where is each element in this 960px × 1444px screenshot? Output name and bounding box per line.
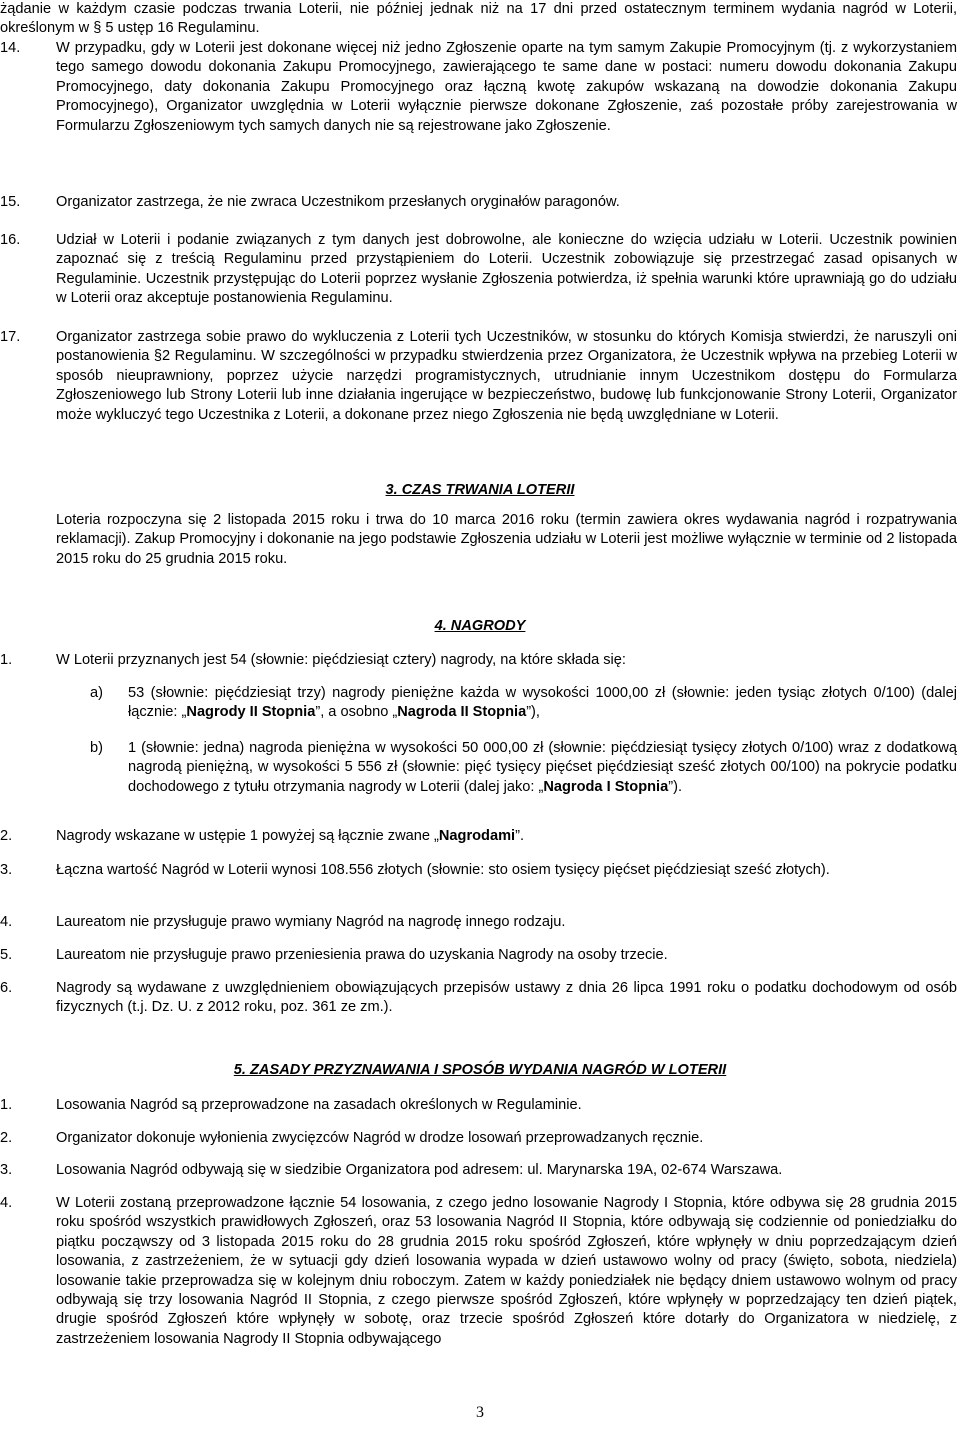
sub-item-label: b) bbox=[90, 740, 103, 756]
sub-item-b-text: 1 (słownie: jedna) nagroda pieniężna w wysokości 50 000,00 zł (słownie: pięćdziesiąt tysięcy złotych 0/100) wraz z dodatkową nagrodą pieniężną, w wysokości 5 556 zł (słownie: pięć tysięcy pięćset pięćdziesiąt sześć złotych 00/100) na pokrycie podatku dochodowego z tytułu otrzymania nagrody w Loterii (dalej jako: „Nagroda I Stopnia”). bbox=[128, 740, 957, 795]
prizes-item-3-text: Łączna wartość Nagród w Loterii wynosi 108.556 złotych (słownie: sto osiem tysięcy pięćset pięćdziesiąt sześć złotych). bbox=[56, 862, 830, 878]
section-5-item-1-text: Losowania Nagród są przeprowadzone na zasadach określonych w Regulaminie. bbox=[56, 1097, 582, 1113]
sub-item-a-text: 53 (słownie: pięćdziesiąt trzy) nagrody pieniężne każda w wysokości 1000,00 zł (słownie: jeden tysiąc złotych 0/100) (dalej łącznie: „Nagrody II Stopnia”, a osobno „Nagroda II Stopnia”), bbox=[128, 685, 957, 721]
item-number: 1. bbox=[0, 652, 13, 668]
item-number: 2. bbox=[0, 1130, 13, 1146]
section-3-text: Loteria rozpoczyna się 2 listopada 2015 roku i trwa do 10 marca 2016 roku (termin zawiera okres wydawania nagród i rozpatrywania reklamacji). Zakup Promocyjny i dokonanie na jego podstawie Zgłoszenia udziału w Loterii jest możliwe wyłącznie w terminie od 2 listopada 2015 roku do 25 grudnia 2015 roku. bbox=[56, 512, 957, 567]
item-number: 5. bbox=[0, 947, 13, 963]
item-number: 1. bbox=[0, 1097, 13, 1113]
prizes-intro-text: W Loterii przyznanych jest 54 (słownie: pięćdziesiąt cztery) nagrody, na które składa się: bbox=[56, 652, 626, 668]
section-5-heading: 5. ZASADY PRZYZNAWANIA I SPOSÓB WYDANIA NAGRÓD W LOTERII bbox=[233, 1062, 727, 1078]
section-5-item-4-text: W Loterii zostaną przeprowadzone łącznie 54 losowania, z czego jedno losowanie Nagrody I Stopnia, które odbywa się 28 grudnia 2015 roku spośród wszystkich prawidłowych Zgłoszeń, oraz 53 losowania Nagród II Stopnia, które odbywają się codziennie od poniedziałku do piątku począwszy od 3 listopada 2015 roku do 28 grudnia 2015 roku spośród Zgłoszeń, które wpłynęły w dniu poprzedzającym dzień losowania, z zastrzeżeniem, że w sytuacji gdy dzień losowania wypada w dzień ustawowo wolny od pracy (święto, sobota, niedziela) losowanie takie przeprowadza się w kolejnym dniu roboczym. Zatem w każdy poniedziałek nie będący dniem ustawowo wolnym od pracy odbywają się trzy losowania Nagród II Stopnia, z czego pierwsze spośród Zgłoszeń, które wpłynęły w poprzedzający ten dzień piątek, drugie spośród Zgłoszeń które wpłynęły w sobotę, oraz trzecie spośród Zgłoszeń które dotarły do Organizatora w niedzielę, z zastrzeżeniem losowania Nagrody II Stopnia odbywającego bbox=[56, 1195, 957, 1347]
item-number: 16. bbox=[0, 232, 21, 248]
item-number: 4. bbox=[0, 914, 13, 930]
item-14-text: W przypadku, gdy w Loterii jest dokonane więcej niż jedno Zgłoszenie oparte na tym samym Zakupie Promocyjnym (tj. z wykorzystaniem tego samego dowodu dokonania Zakupu Promocyjnego, zawierającego te same dane w postaci: numeru dowodu dokonania Zakupu Promocyjnego, daty dokonania Zakupu Promocyjnego oraz łączną kwotę zakupów wskazaną na dowodzie dokonania Zakupu Promocyjnego), Organizator uwzględnia w Loterii wyłącznie pierwsze dokonane Zgłoszenie, zaś pozostałe próby zarejestrowania w Formularzu Zgłoszeniowym tych samych danych nie są rejestrowane jako Zgłoszenie. bbox=[56, 40, 957, 134]
prizes-item-2-text: Nagrody wskazane w ustępie 1 powyżej są łącznie zwane „Nagrodami”. bbox=[56, 828, 525, 844]
item-number: 14. bbox=[0, 40, 21, 56]
item-number: 4. bbox=[0, 1195, 13, 1211]
section-3-heading: 3. CZAS TRWANIA LOTERII bbox=[385, 482, 575, 498]
page-number: 3 bbox=[476, 1404, 484, 1421]
prizes-item-4-text: Laureatom nie przysługuje prawo wymiany Nagród na nagrodę innego rodzaju. bbox=[56, 914, 566, 930]
section-5-item-2-text: Organizator dokonuje wyłonienia zwycięzców Nagród w drodze losowań przeprowadzanych ręcznie. bbox=[56, 1130, 704, 1146]
item-number: 15. bbox=[0, 194, 21, 210]
prizes-item-5-text: Laureatom nie przysługuje prawo przeniesienia prawa do uzyskania Nagrody na osoby trzecie. bbox=[56, 947, 668, 963]
item-number: 17. bbox=[0, 329, 21, 345]
intro-paragraph: żądanie w każdym czasie podczas trwania Loterii, nie później jednak niż na 17 dni przed ostatecznym terminem wydania nagród w Loterii, określonym w § 5 ustęp 16 Regulaminu. bbox=[0, 1, 957, 37]
item-number: 6. bbox=[0, 980, 13, 996]
prizes-item-6-text: Nagrody są wydawane z uwzględnieniem obowiązujących przepisów ustawy z dnia 26 lipca 1991 roku o podatku dochodowym od osób fizycznych (t.j. Dz. U. z 2012 roku, poz. 361 ze zm.). bbox=[56, 980, 957, 1016]
item-17-text: Organizator zastrzega sobie prawo do wykluczenia z Loterii tych Uczestników, w stosunku do których Komisja stwierdzi, że naruszyli oni postanowienia §2 Regulaminu. W szczególności w przypadku stwierdzenia przez Organizatora, że Uczestnik wpływa na przebieg Loterii w sposób nieuprawniony, poprzez użycie narzędzi programistycznych, utrudnianie innym Uczestnikom dostępu do Formularza Zgłoszeniowego lub Strony Loterii lub inne działania ingerujące w bezpieczeństwo, budowę lub funkcjonowanie Strony Loterii, Organizator może wykluczyć tego Uczestnika z Loterii, a dokonane przez niego Zgłoszenia nie będą uwzględniane w Loterii. bbox=[56, 329, 957, 423]
item-number: 3. bbox=[0, 1162, 13, 1178]
section-4-heading: 4. NAGRODY bbox=[434, 618, 526, 634]
item-15-text: Organizator zastrzega, że nie zwraca Uczestnikom przesłanych oryginałów paragonów. bbox=[56, 194, 620, 210]
item-number: 2. bbox=[0, 828, 13, 844]
item-number: 3. bbox=[0, 862, 13, 878]
sub-item-label: a) bbox=[90, 685, 103, 701]
section-5-item-3-text: Losowania Nagród odbywają się w siedzibie Organizatora pod adresem: ul. Marynarska 19A, 02-674 Warszawa. bbox=[56, 1162, 783, 1178]
item-16-text: Udział w Loterii i podanie związanych z tym danych jest dobrowolne, ale konieczne do wzięcia udziału w Loterii. Uczestnik powinien zapoznać się z treścią Regulaminu przed przystąpieniem do Loterii. Uczestnik zobowiązuje się przestrzegać zasad opisanych w Regulaminie. Uczestnik przystępując do Loterii poprzez wysłanie Zgłoszenia potwierdza, iż spełnia warunki które uprawniają go do udziału w Loterii oraz akceptuje postanowienia Regulaminu. bbox=[56, 232, 957, 307]
